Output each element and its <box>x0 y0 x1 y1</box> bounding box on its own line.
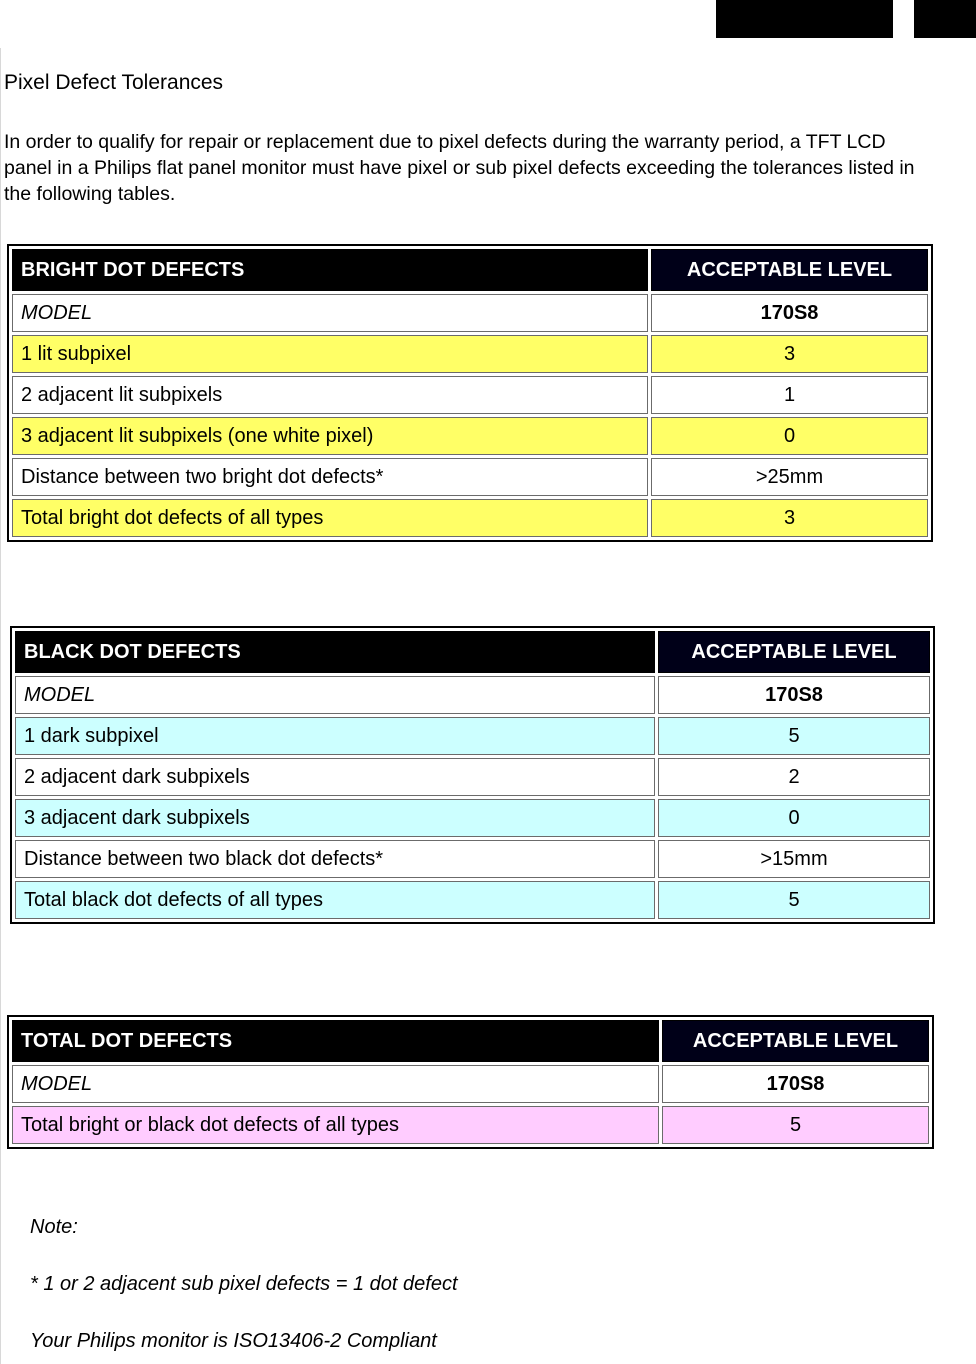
table-row <box>12 335 928 373</box>
row-label: 2 adjacent lit subpixels <box>12 376 648 414</box>
row-value: 1 <box>651 376 928 414</box>
table-header: TOTAL DOT DEFECTS <box>12 1020 659 1062</box>
model-row <box>15 676 930 714</box>
row-value: 5 <box>662 1106 929 1144</box>
model-row <box>12 1065 929 1103</box>
table-header-row <box>15 631 930 673</box>
table-row <box>12 499 928 537</box>
bright-dot-defects-table <box>7 244 933 542</box>
black-dot-defects-table <box>10 626 935 924</box>
row-value: >25mm <box>651 458 928 496</box>
table-row <box>15 840 930 878</box>
note-label: Note: <box>30 1216 78 1238</box>
row-value: 3 <box>651 335 928 373</box>
page-title: Pixel Defect Tolerances <box>4 71 224 94</box>
table-row <box>15 717 930 755</box>
row-label: 1 lit subpixel <box>12 335 648 373</box>
intro-paragraph: In order to qualify for repair or replacement due to pixel defects during the warranty period, a TFT LCD panel in a Philips flat panel monitor must have pixel or sub pixel defects exceeding the tolerances listed in the following tables. <box>4 131 915 205</box>
model-value: 170S8 <box>658 676 930 714</box>
table-row <box>15 758 930 796</box>
level-header: ACCEPTABLE LEVEL <box>651 249 928 291</box>
table-row <box>15 881 930 919</box>
row-label: Distance between two black dot defects* <box>15 840 655 878</box>
footnote: * 1 or 2 adjacent sub pixel defects = 1 dot defect <box>30 1273 458 1295</box>
model-value: 170S8 <box>651 294 928 332</box>
table-header: BRIGHT DOT DEFECTS <box>12 249 648 291</box>
model-value: 170S8 <box>662 1065 929 1103</box>
row-label: 3 adjacent lit subpixels (one white pixel) <box>12 417 648 455</box>
row-value: 0 <box>658 799 930 837</box>
row-value: 3 <box>651 499 928 537</box>
level-header: ACCEPTABLE LEVEL <box>662 1020 929 1062</box>
compliance-note: Your Philips monitor is ISO13406-2 Compliant <box>30 1330 437 1352</box>
table-row <box>12 458 928 496</box>
table-row <box>12 1106 929 1144</box>
row-label: 2 adjacent dark subpixels <box>15 758 655 796</box>
model-label: MODEL <box>12 1065 659 1103</box>
row-label: Total black dot defects of all types <box>15 881 655 919</box>
row-label: 1 dark subpixel <box>15 717 655 755</box>
row-value: 0 <box>651 417 928 455</box>
page-edge-divider <box>0 48 1 1364</box>
model-label: MODEL <box>15 676 655 714</box>
redaction-block <box>914 0 976 38</box>
row-value: 2 <box>658 758 930 796</box>
total-dot-defects-table <box>7 1015 934 1149</box>
model-row <box>12 294 928 332</box>
model-label: MODEL <box>12 294 648 332</box>
row-label: Total bright or black dot defects of all types <box>12 1106 659 1144</box>
table-row <box>12 417 928 455</box>
table-row <box>15 799 930 837</box>
row-value: 5 <box>658 881 930 919</box>
row-label: Total bright dot defects of all types <box>12 499 648 537</box>
row-value: 5 <box>658 717 930 755</box>
row-value: >15mm <box>658 840 930 878</box>
table-header-row <box>12 1020 929 1062</box>
table-header: BLACK DOT DEFECTS <box>15 631 655 673</box>
redaction-block <box>716 0 893 38</box>
level-header: ACCEPTABLE LEVEL <box>658 631 930 673</box>
row-label: 3 adjacent dark subpixels <box>15 799 655 837</box>
table-header-row <box>12 249 928 291</box>
row-label: Distance between two bright dot defects* <box>12 458 648 496</box>
table-row <box>12 376 928 414</box>
